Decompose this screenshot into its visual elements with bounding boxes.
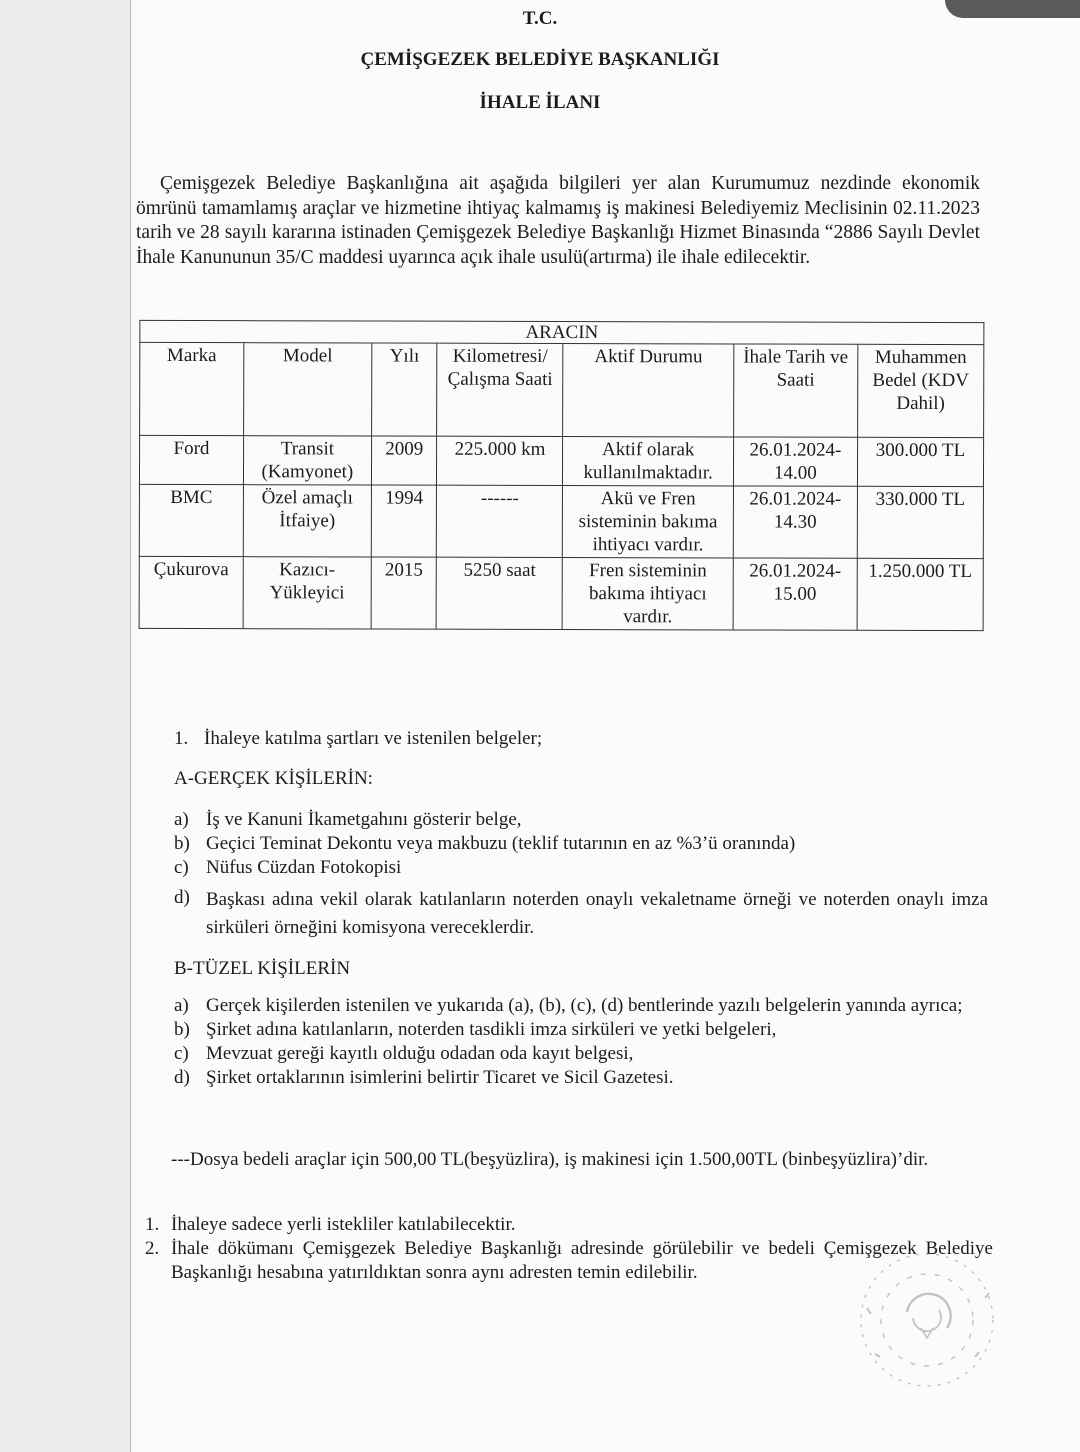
section-1-heading	[174, 727, 974, 751]
list-marker: b)	[174, 833, 190, 854]
list-item	[174, 1018, 988, 1042]
list-text: İş ve Kanuni İkametgahını gösterir belge,	[206, 809, 522, 830]
cell-brand: Çukurova	[139, 556, 243, 628]
list-text: Şirket ortaklarının isimlerini belirtir Ticaret ve Sicil Gazetesi.	[206, 1067, 674, 1088]
real-persons-title: A-GERÇEK KİŞİLERİN:	[174, 768, 373, 789]
legal-persons-list	[174, 994, 988, 1090]
cell-model: Özel amaçlı İtfaiye)	[243, 485, 371, 557]
cell-status: Aktif olarak kullanılmaktadır.	[563, 437, 734, 486]
table-caption: ARACIN	[140, 320, 984, 344]
list-marker: c)	[174, 1043, 189, 1064]
list-text: Gerçek kişilerden istenilen ve yukarıda (a), (b), (c), (d) bentlerinde yazılı belgelerin yanında ayrıca;	[206, 995, 963, 1016]
cell-model: Transit (Kamyonet)	[243, 436, 371, 485]
cell-brand: BMC	[139, 484, 243, 556]
header-tc: T.C.	[522, 8, 558, 29]
list-marker: b)	[174, 1019, 190, 1040]
cell-date: 26.01.2024- 14.00	[733, 437, 857, 486]
list-marker: a)	[174, 995, 189, 1016]
cell-status: Akü ve Fren sisteminin bakıma ihtiyacı vardır.	[563, 486, 734, 558]
intro-paragraph	[136, 172, 980, 270]
col-header-model: Model	[243, 343, 371, 436]
real-persons-list	[174, 808, 988, 942]
file-fee-note: ---Dosya bedeli araçlar için 500,00 TL(beşyüzlira), iş makinesi için 1.500,00TL (binbeşyüzlira)’dir.	[171, 1149, 929, 1170]
col-header-km: Kilometresi/ Çalışma Saati	[437, 343, 563, 436]
col-header-status: Aktif Durumu	[563, 344, 734, 437]
list-item	[174, 1042, 988, 1066]
intro-text: Çemişgezek Belediye Başkanlığına ait aşağıda bilgileri yer alan Kurumumuz nezdinde ekonomik ömrünü tamamlamış araçlar ve hizmetine ihtiyaç kalmamış iş makinesi Belediyemiz Meclisinin 02.11.2023 tarih ve 28 sayılı kararına istinaden Çemişgezek Belediye Başkanlığı Hizmet Binasında “2886 Sayılı Devlet İhale Kanununun 35/C maddesi uyarınca açık ihale usulü(artırma) ile ihale edilecektir.	[136, 173, 980, 268]
cell-date: 26.01.2024- 15.00	[733, 558, 857, 630]
cell-model: Kazıcı- Yükleyici	[243, 557, 371, 629]
cell-brand: Ford	[139, 435, 243, 484]
header-title: İHALE İLANI	[479, 92, 601, 113]
list-text: Mevzuat gereği kayıtlı olduğu odadan oda kayıt belgesi,	[206, 1043, 634, 1064]
cell-km: 225.000 km	[437, 436, 563, 485]
list-text: Şirket adına katılanların, noterden tasdikli imza sirküleri ve yetki belgeleri,	[206, 1019, 777, 1040]
list-item	[174, 886, 988, 942]
table-header-row	[140, 342, 984, 437]
list-text: İhale dökümanı Çemişgezek Belediye Başkanlığı adresinde görülebilir ve bedeli Çemişgezek Belediye Başkanlığı hesabına yatırıldıktan sonra aynı adresten temin edilebilir.	[171, 1238, 993, 1283]
list-marker: 2.	[145, 1238, 160, 1259]
list-item	[174, 808, 988, 832]
table-row	[139, 435, 983, 486]
cell-km: ------	[437, 485, 563, 557]
cell-year: 2015	[371, 557, 437, 629]
list-marker: a)	[174, 809, 189, 830]
list-item	[174, 1066, 988, 1090]
cell-status: Fren sisteminin bakıma ihtiyacı vardır.	[563, 558, 734, 630]
col-header-price: Muhammen Bedel (KDV Dahil)	[857, 344, 983, 437]
vehicle-table	[139, 320, 985, 631]
list-marker: d)	[174, 887, 190, 908]
col-header-date: İhale Tarih ve Saati	[733, 344, 857, 437]
legal-persons-title: B-TÜZEL KİŞİLERİN	[174, 958, 351, 979]
cell-price: 300.000 TL	[857, 437, 983, 486]
list-text: Geçici Teminat Dekontu veya makbuzu (teklif tutarının en az %3’ü oranında)	[206, 833, 796, 854]
header-institution: ÇEMİŞGEZEK BELEDİYE BAŞKANLIĞI	[360, 49, 720, 70]
list-item	[174, 856, 988, 880]
col-header-year: Yılı	[372, 343, 438, 436]
list-marker: 1.	[145, 1214, 160, 1235]
list-marker: d)	[174, 1067, 190, 1088]
cell-km: 5250 saat	[437, 557, 563, 629]
cell-price: 330.000 TL	[857, 486, 983, 558]
cell-date: 26.01.2024- 14.30	[733, 486, 857, 558]
list-item	[174, 994, 988, 1018]
col-header-brand: Marka	[140, 342, 244, 435]
table-row	[139, 484, 983, 558]
official-seal-stamp-icon	[855, 1228, 1015, 1408]
list-text: Nüfus Cüzdan Fotokopisi	[206, 857, 402, 878]
section-1-title: İhaleye katılma şartları ve istenilen belgeler;	[204, 728, 543, 749]
section-1-number: 1.	[174, 728, 189, 749]
cell-year: 2009	[371, 436, 437, 485]
list-item	[174, 832, 988, 856]
table-row	[139, 556, 983, 630]
cell-price: 1.250.000 TL	[857, 558, 983, 630]
list-text: Başkası adına vekil olarak katılanların noterden onaylı vekaletname örneği ve noterden onaylı imza sirküleri örneğini komisyona vereceklerdir.	[206, 889, 988, 938]
list-text: İhaleye sadece yerli istekliler katılabilecektir.	[171, 1214, 516, 1235]
list-marker: c)	[174, 857, 189, 878]
cell-year: 1994	[371, 485, 437, 557]
